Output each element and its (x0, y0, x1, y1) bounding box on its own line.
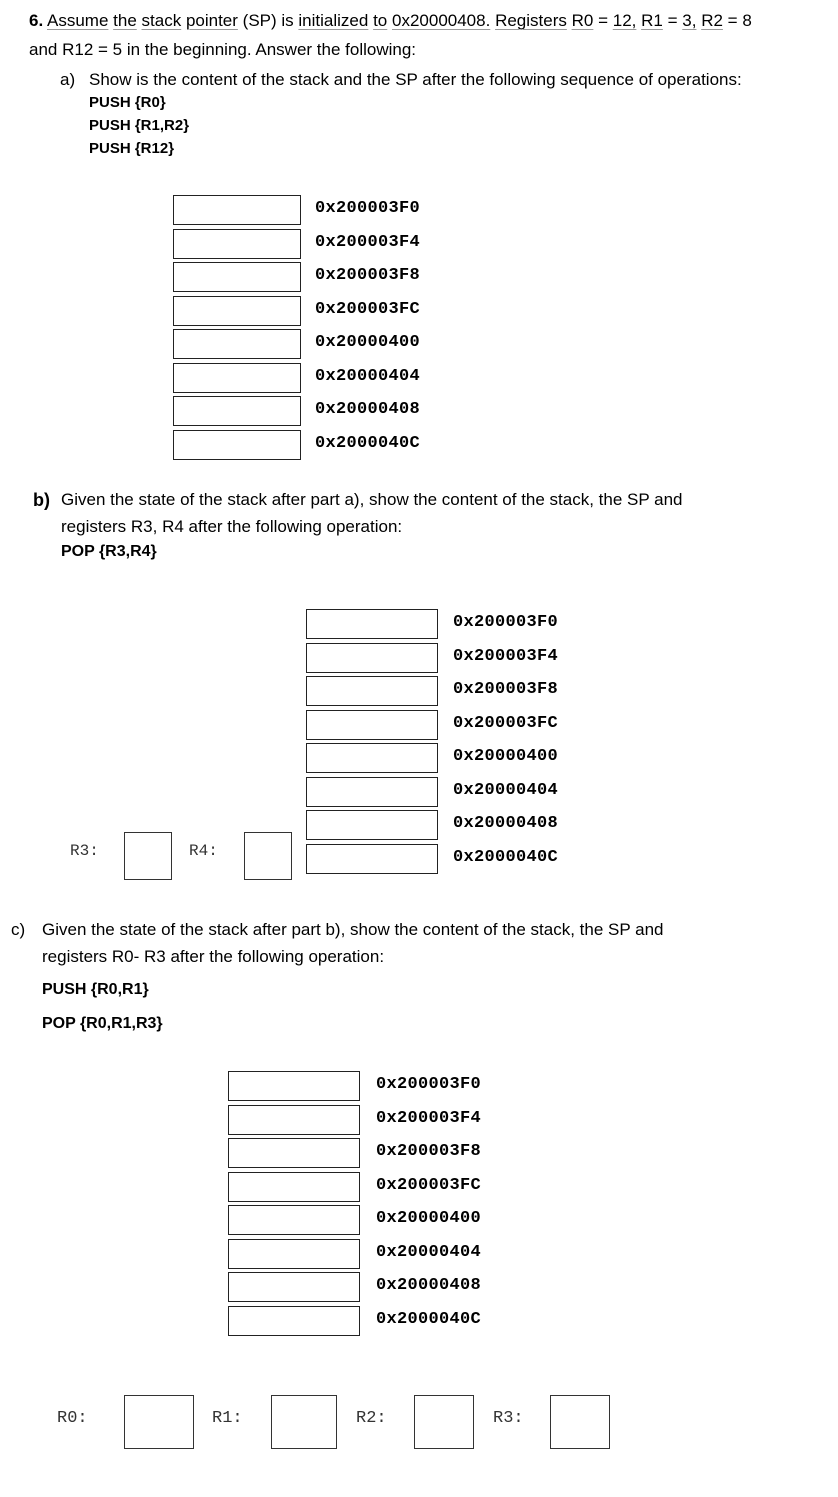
part-c-text-line1: Given the state of the stack after part b), show the content of the stack, the SP and (42, 920, 664, 939)
stack-address: 0x200003F0 (315, 199, 421, 218)
stack-row (228, 1171, 608, 1205)
stack-cell[interactable] (173, 262, 301, 292)
stack-row (306, 709, 686, 743)
stack-cell[interactable] (306, 643, 438, 673)
stack-row (173, 429, 553, 463)
part-a-label: a) (60, 70, 76, 89)
stack-address: 0x2000040C (315, 433, 421, 453)
register-label-r3: R3: (70, 842, 99, 860)
stack-address: 0x20000400 (315, 333, 421, 352)
stack-cell[interactable] (173, 296, 301, 326)
stack-cell[interactable] (228, 1306, 360, 1336)
intro-word: pointer (185, 11, 238, 30)
intro-word: 12, (612, 11, 637, 30)
stack-address: 0x200003FC (453, 713, 559, 733)
stack-row (173, 261, 553, 295)
stack-diagram-c (228, 1070, 608, 1338)
register-box-r1[interactable] (271, 1395, 337, 1449)
intro-word: to (373, 11, 388, 30)
intro-word: is (281, 11, 294, 30)
question-intro-line2: and R12 = 5 in the beginning. Answer the following: (29, 40, 417, 59)
stack-address: 0x200003FC (315, 299, 421, 319)
register-label-r2: R2: (356, 1409, 387, 1428)
intro-word: Assume (46, 11, 109, 30)
stack-address: 0x20000404 (315, 366, 421, 386)
intro-word: = (667, 11, 678, 30)
part-b-text-line2: registers R3, R4 after the following operation: (61, 517, 403, 536)
stack-row (228, 1271, 608, 1305)
register-label-r1: R1: (212, 1409, 243, 1428)
question-intro-line1 (29, 10, 752, 32)
stack-row (228, 1104, 608, 1138)
stack-cell[interactable] (306, 676, 438, 706)
stack-cell[interactable] (173, 195, 301, 225)
part-a-op: PUSH {R12} (89, 140, 175, 157)
stack-address: 0x20000408 (453, 814, 559, 833)
stack-row (228, 1305, 608, 1339)
stack-row (306, 809, 686, 843)
part-a-op: PUSH {R0} (89, 94, 166, 111)
stack-row (306, 742, 686, 776)
stack-cell[interactable] (306, 743, 438, 773)
register-box-r2[interactable] (414, 1395, 474, 1449)
part-a-op: PUSH {R1,R2} (89, 117, 190, 134)
stack-row (228, 1204, 608, 1238)
intro-word: Registers (495, 11, 567, 30)
stack-row (173, 328, 553, 362)
stack-cell[interactable] (173, 363, 301, 393)
stack-address: 0x200003F4 (453, 646, 559, 666)
stack-address: 0x20000400 (453, 747, 559, 766)
register-box-r3[interactable] (124, 832, 172, 880)
stack-address: 0x200003F4 (376, 1108, 482, 1128)
stack-cell[interactable] (173, 396, 301, 426)
intro-word: R0 (571, 11, 594, 30)
stack-address: 0x200003F4 (315, 232, 421, 252)
intro-word: = (727, 11, 738, 30)
register-label-r3: R3: (493, 1409, 524, 1428)
intro-word: the (113, 11, 137, 30)
stack-address: 0x20000404 (453, 780, 559, 800)
stack-address: 0x20000404 (376, 1242, 482, 1262)
part-b-label: b) (33, 490, 50, 510)
stack-address: 0x200003F0 (453, 613, 559, 632)
stack-row (306, 675, 686, 709)
stack-row (173, 362, 553, 396)
stack-cell[interactable] (306, 710, 438, 740)
stack-row (306, 776, 686, 810)
stack-cell[interactable] (228, 1172, 360, 1202)
stack-cell[interactable] (173, 329, 301, 359)
register-box-r3[interactable] (550, 1395, 610, 1449)
stack-row (173, 228, 553, 262)
stack-cell[interactable] (306, 810, 438, 840)
intro-word: (SP) (242, 11, 277, 30)
stack-address: 0x20000408 (376, 1276, 482, 1295)
stack-address: 0x200003F0 (376, 1075, 482, 1094)
stack-cell[interactable] (228, 1071, 360, 1101)
part-c-op: POP {R0,R1,R3} (42, 1015, 163, 1032)
stack-cell[interactable] (228, 1105, 360, 1135)
part-c-op: PUSH {R0,R1} (42, 981, 149, 998)
stack-cell[interactable] (306, 609, 438, 639)
intro-word: = (598, 11, 609, 30)
intro-word: 0x20000408. (392, 11, 491, 30)
intro-word: R1 (641, 11, 663, 30)
stack-diagram-a (173, 194, 553, 462)
stack-row (306, 608, 686, 642)
stack-cell[interactable] (306, 777, 438, 807)
part-b-text-line1: Given the state of the stack after part a), show the content of the stack, the SP and (61, 490, 683, 509)
stack-row (306, 843, 686, 877)
intro-word: stack (141, 11, 182, 30)
intro-word: initialized (298, 11, 369, 30)
stack-address: 0x200003F8 (453, 680, 559, 699)
stack-row (306, 642, 686, 676)
stack-row (173, 395, 553, 429)
stack-cell[interactable] (228, 1272, 360, 1302)
intro-word: 8 (742, 11, 752, 30)
stack-cell[interactable] (228, 1138, 360, 1168)
part-c-label: c) (11, 920, 26, 939)
stack-address: 0x2000040C (376, 1309, 482, 1329)
stack-row (173, 295, 553, 329)
part-b-op: POP {R3,R4} (61, 543, 157, 560)
question-intro-words (47, 11, 752, 30)
intro-word: R2 (701, 11, 723, 30)
stack-row (173, 194, 553, 228)
stack-address: 0x200003FC (376, 1175, 482, 1195)
stack-address: 0x200003F8 (376, 1142, 482, 1161)
stack-cell[interactable] (173, 229, 301, 259)
intro-word: 3, (682, 11, 697, 30)
stack-address: 0x200003F8 (315, 266, 421, 285)
stack-row (228, 1137, 608, 1171)
stack-cell[interactable] (228, 1239, 360, 1269)
stack-cell[interactable] (228, 1205, 360, 1235)
part-a-text: Show is the content of the stack and the SP after the following sequence of operations: (89, 70, 742, 89)
question-number: 6. (29, 11, 44, 30)
stack-row (228, 1070, 608, 1104)
register-box-r4[interactable] (244, 832, 292, 880)
stack-address: 0x20000408 (315, 400, 421, 419)
stack-cell[interactable] (173, 430, 301, 460)
part-c-text-line2: registers R0- R3 after the following operation: (42, 947, 385, 966)
stack-diagram-b (306, 608, 686, 876)
stack-address: 0x20000400 (376, 1209, 482, 1228)
register-label-r4: R4: (189, 842, 218, 860)
stack-cell[interactable] (306, 844, 438, 874)
register-label-r0: R0: (57, 1409, 88, 1428)
stack-address: 0x2000040C (453, 847, 559, 867)
stack-row (228, 1238, 608, 1272)
register-box-r0[interactable] (124, 1395, 194, 1449)
